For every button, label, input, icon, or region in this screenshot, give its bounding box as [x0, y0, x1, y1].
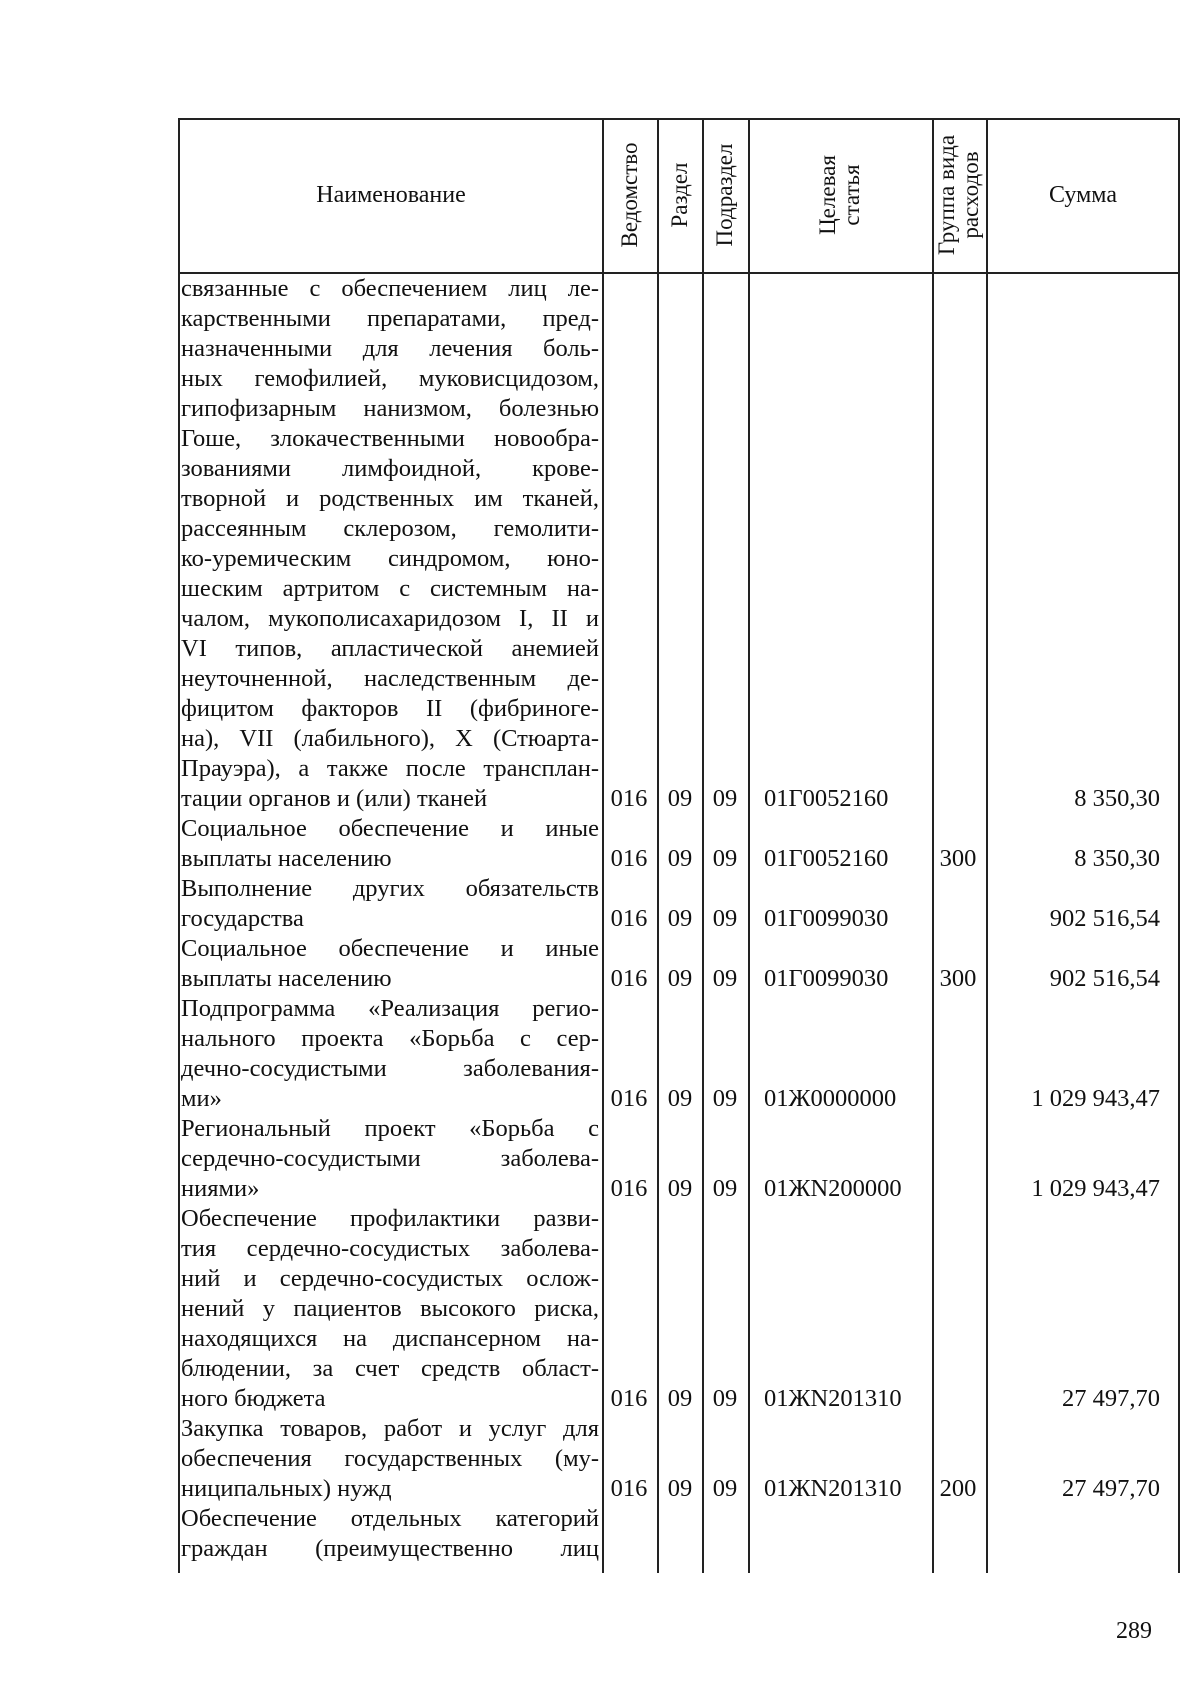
row-name-line: рассеянным склерозом, гемолити- [181, 515, 599, 542]
cell-celevaya: 01ЖN201310 [764, 1475, 902, 1502]
cell-summa: 1 029 943,47 [1031, 1085, 1160, 1112]
cell-razdel: 09 [667, 905, 693, 932]
row-name-line: дечно-сосудистыми заболевания- [181, 1055, 599, 1082]
cell-razdel: 09 [667, 1475, 693, 1502]
cell-summa: 8 350,30 [1074, 845, 1160, 872]
cell-celevaya: 01Г0052160 [764, 785, 889, 812]
row-name-line: Региональный проект «Борьба с [181, 1115, 599, 1142]
cell-celevaya: 01Г0099030 [764, 965, 889, 992]
cell-celevaya: 01ЖN201310 [764, 1385, 902, 1412]
row-name-line: находящихся на диспансерном на- [181, 1325, 599, 1352]
cell-vedomstvo: 016 [610, 785, 648, 812]
row-name-line: ний и сердечно-сосудистых ослож- [181, 1265, 599, 1292]
row-name-line: Гоше, злокачественными новообра- [181, 425, 599, 452]
header-vedomstvo: Ведомство [617, 142, 642, 248]
row-name-line: связанные с обеспечением лиц ле- [181, 275, 599, 302]
cell-podrazdel: 09 [712, 1175, 738, 1202]
cell-vedomstvo: 016 [610, 845, 648, 872]
header-razdel: Раздел [667, 162, 692, 228]
row-name-line: Обеспечение профилактики разви- [181, 1205, 599, 1232]
row-name-line: творной и родственных им тканей, [181, 485, 599, 512]
row-name [181, 1504, 599, 1564]
header-celevaya [816, 155, 864, 235]
cell-razdel: 09 [667, 1385, 693, 1412]
row-name-line: на), VII (лабильного), X (Стюарта- [181, 725, 599, 752]
row-name-line: зованиями лимфоидной, крове- [181, 455, 599, 482]
cell-podrazdel: 09 [712, 905, 738, 932]
row-name-line: обеспечения государственных (му- [181, 1445, 599, 1472]
row-name-line: Подпрограмма «Реализация регио- [181, 995, 599, 1022]
row-name-line: Обеспечение отдельных категорий [181, 1505, 599, 1532]
header-gruppa-line2: расходов [958, 151, 983, 239]
row-name-line: Прауэра), а также после трансплан- [181, 755, 599, 782]
row-name-line: граждан (преимущественно лиц [181, 1535, 599, 1562]
cell-celevaya: 01Ж0000000 [764, 1085, 897, 1112]
cell-gruppa: 300 [939, 845, 977, 872]
cell-summa: 27 497,70 [1062, 1475, 1160, 1502]
row-name-line: Социальное обеспечение и иные [181, 935, 599, 962]
row-name-line: фицитом факторов II (фибриноге- [181, 695, 599, 722]
cell-razdel: 09 [667, 845, 693, 872]
row-name-line: ми» [181, 1085, 222, 1112]
cell-podrazdel: 09 [712, 1385, 738, 1412]
row-name-line: VI типов, апластической анемией [181, 635, 599, 662]
row-name-line: шеским артритом с системным на- [181, 575, 599, 602]
header-podrazdel: Подраздел [712, 143, 737, 247]
cell-podrazdel: 09 [712, 1085, 738, 1112]
cell-podrazdel: 09 [712, 965, 738, 992]
cell-vedomstvo: 016 [610, 1085, 648, 1112]
row-name [181, 1114, 599, 1204]
row-name-line: Закупка товаров, работ и услуг для [181, 1415, 599, 1442]
header-name: Наименование [316, 182, 466, 208]
cell-vedomstvo: 016 [610, 1475, 648, 1502]
header-gruppa [935, 135, 983, 255]
col-border-cel [748, 118, 750, 1573]
cell-summa: 27 497,70 [1062, 1385, 1160, 1412]
row-name [181, 274, 599, 814]
header-summa: Сумма [1049, 182, 1117, 208]
row-name [181, 1414, 599, 1504]
col-border-ved [602, 118, 604, 1573]
cell-razdel: 09 [667, 965, 693, 992]
row-name-line: сердечно-сосудистыми заболева- [181, 1145, 599, 1172]
col-border-pod [702, 118, 704, 1573]
row-name-line: ных гемофилией, муковисцидозом, [181, 365, 599, 392]
cell-podrazdel: 09 [712, 785, 738, 812]
col-border-right [1178, 118, 1180, 1573]
row-name-line: Социальное обеспечение и иные [181, 815, 599, 842]
header-celevaya-line2: статья [839, 164, 864, 226]
row-name-line: назначенными для лечения боль- [181, 335, 599, 362]
row-name-line: чалом, мукополисахаридозом I, II и [181, 605, 599, 632]
cell-celevaya: 01ЖN200000 [764, 1175, 902, 1202]
row-name-line: тации органов и (или) тканей [181, 785, 488, 812]
row-name [181, 1204, 599, 1414]
row-name-line: ко-уремическим синдромом, юно- [181, 545, 599, 572]
cell-razdel: 09 [667, 1085, 693, 1112]
col-border-sum [986, 118, 988, 1573]
cell-summa: 902 516,54 [1049, 965, 1160, 992]
row-name-line: нений у пациентов высокого риска, [181, 1295, 599, 1322]
cell-gruppa: 300 [939, 965, 977, 992]
row-name-line: выплаты населению [181, 845, 392, 872]
row-name-line: неуточненной, наследственным де- [181, 665, 599, 692]
header-gruppa-line1: Группа вида [934, 134, 959, 256]
cell-gruppa: 200 [939, 1475, 977, 1502]
cell-summa: 902 516,54 [1049, 905, 1160, 932]
row-name-line: ного бюджета [181, 1385, 326, 1412]
col-border-left [178, 118, 180, 1573]
cell-razdel: 09 [667, 785, 693, 812]
cell-summa: 8 350,30 [1074, 785, 1160, 812]
cell-vedomstvo: 016 [610, 905, 648, 932]
cell-celevaya: 01Г0052160 [764, 845, 889, 872]
row-name [181, 814, 599, 874]
cell-vedomstvo: 016 [610, 1385, 648, 1412]
cell-summa: 1 029 943,47 [1031, 1175, 1160, 1202]
cell-celevaya: 01Г0099030 [764, 905, 889, 932]
cell-vedomstvo: 016 [610, 965, 648, 992]
cell-podrazdel: 09 [712, 1475, 738, 1502]
row-name-line: государства [181, 905, 304, 932]
row-name [181, 994, 599, 1114]
page-number: 289 [1116, 1618, 1152, 1644]
cell-vedomstvo: 016 [610, 1175, 648, 1202]
header-top-border [178, 118, 1180, 120]
row-name-line: Выполнение других обязательств [181, 875, 599, 902]
row-name [181, 934, 599, 994]
col-border-raz [657, 118, 659, 1573]
header-celevaya-line1: Целевая [815, 155, 840, 235]
row-name-line: выплаты населению [181, 965, 392, 992]
row-name-line: ниями» [181, 1175, 260, 1202]
row-name-line: гипофизарным нанизмом, болезнью [181, 395, 599, 422]
row-name-line: ниципальных) нужд [181, 1475, 392, 1502]
row-name-line: тия сердечно-сосудистых заболева- [181, 1235, 599, 1262]
row-name [181, 874, 599, 934]
row-name-line: нального проекта «Борьба с сер- [181, 1025, 599, 1052]
cell-razdel: 09 [667, 1175, 693, 1202]
row-name-line: блюдении, за счет средств област- [181, 1355, 599, 1382]
row-name-line: карственными препаратами, пред- [181, 305, 599, 332]
cell-podrazdel: 09 [712, 845, 738, 872]
